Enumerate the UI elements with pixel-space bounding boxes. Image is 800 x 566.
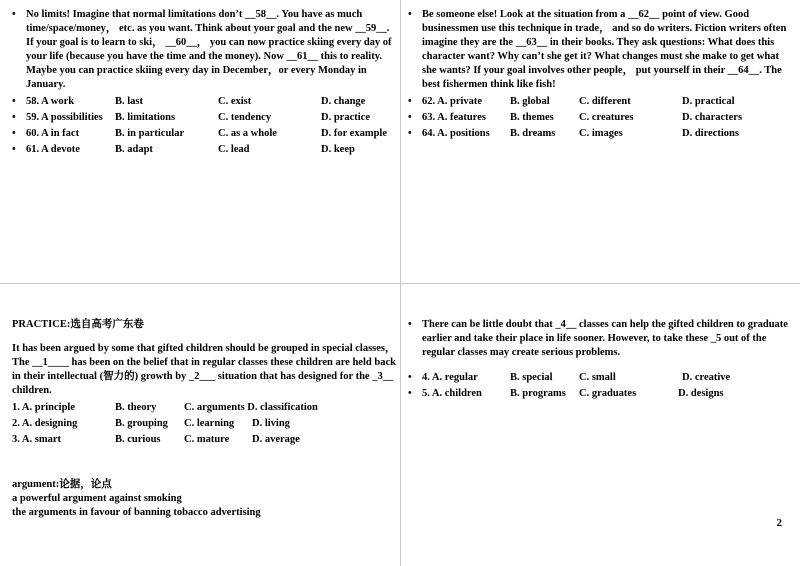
option-c: C. lead [218, 144, 250, 155]
note-line: argument:论据，论点 [12, 479, 112, 490]
option-a: • 4. A. regular [422, 372, 478, 383]
option-a: 3. A. smart [12, 434, 61, 445]
options-1-3 [12, 401, 396, 449]
horizontal-divider [0, 283, 800, 284]
option-row-60 [12, 127, 396, 143]
option-row-62 [408, 95, 792, 111]
option-d: D. average [252, 434, 300, 445]
option-row-4 [408, 371, 792, 387]
option-b: B. curious [115, 434, 161, 445]
option-d: D. practical [682, 96, 735, 107]
option-a: • 59. A possibilities [26, 112, 103, 123]
option-a: • 5. A. children [422, 388, 482, 399]
option-d: D. practice [321, 112, 370, 123]
passage-gifted-children: It has been argued by some that gifted children should be grouped in special classes， The __1____ has been on the belief that in regular classes these children are held back in their intellectual (智力的) growth by _2___ situation that has designed for the _3__ children. [12, 343, 396, 396]
option-b: B. special [510, 372, 553, 383]
option-a: 1. A. principle [12, 402, 76, 413]
passage-be-someone-else: • Be someone else! Look at the situation from a __62__ point of view. Good businessmen use this technique in trade， and so do writers. Fiction writers often imagine they are the __63__ in their books. They ask questions: What does this character want? Why can’t she get it? What changes must she make to get what she wants? If your goal involves other people， put yourself in their __64__. The best fishermen think like fish! [408, 8, 792, 92]
option-d: D. for example [321, 128, 387, 139]
vocabulary-note [12, 478, 261, 520]
panel-top-left [12, 8, 396, 159]
option-a: 2. A. designing [12, 418, 78, 429]
option-row-59 [12, 111, 396, 127]
passage-no-limits: • No limits! Imagine that normal limitations don’t __58__. You have as much time/space/money， etc. as you want. Think about your goal and the new __59__. If your goal is to learn to ski， __60__， you can now practice skiing every day of your life (because you have the time and the money). Now __61__ this to reality. Maybe you can practice skiing every day in December，or every Monday in January. [12, 8, 396, 92]
option-d: D. keep [321, 144, 355, 155]
option-d: D. directions [682, 128, 739, 139]
option-c: C. tendency [218, 112, 272, 123]
panel-bottom-right [408, 318, 792, 403]
option-a: • 58. A work [26, 96, 75, 107]
option-row-3 [12, 433, 396, 449]
option-c: C. images [579, 128, 623, 139]
panel-bottom-left [12, 318, 396, 449]
option-a: • 62. A. private [422, 96, 483, 107]
panel-top-right [408, 8, 792, 143]
option-c: C. small [579, 372, 616, 383]
practice-heading: PRACTICE:选自高考广东卷 [12, 319, 144, 330]
option-d: D. change [321, 96, 366, 107]
note-line: a powerful argument against smoking [12, 493, 182, 504]
option-row-5 [408, 387, 792, 403]
option-d: D. creative [682, 372, 731, 383]
option-b: B. adapt [115, 144, 153, 155]
option-b: B. themes [510, 112, 554, 123]
option-c: C. creatures [579, 112, 634, 123]
option-a: • 60. A in fact [26, 128, 80, 139]
option-d: D. characters [682, 112, 743, 123]
options-62-64 [408, 95, 792, 143]
passage-little-doubt: • There can be little doubt that _4__ classes can help the gifted children to graduate earlier and take their place in life sooner. However, to take these _5 out of the regular classes may create serious problems. [408, 318, 792, 360]
option-b: B. last [115, 96, 144, 107]
option-row-58 [12, 95, 396, 111]
option-row-64 [408, 127, 792, 143]
option-b: B. limitations [115, 112, 176, 123]
option-b: B. global [510, 96, 550, 107]
page-number: 2 [776, 517, 782, 529]
option-b: B. programs [510, 388, 566, 399]
option-b: B. dreams [510, 128, 556, 139]
option-row-2 [12, 417, 396, 433]
option-c: C. learning [184, 418, 235, 429]
note-line: the arguments in favour of banning tobacco advertising [12, 507, 261, 518]
option-a: • 63. A. features [422, 112, 486, 123]
option-c: C. different [579, 96, 631, 107]
option-a: • 61. A devote [26, 144, 80, 155]
option-c: C. as a whole [218, 128, 277, 139]
option-a: • 64. A. positions [422, 128, 490, 139]
option-b: B. theory [115, 402, 157, 413]
option-c: C. graduates [579, 388, 637, 399]
option-c: C. mature [184, 434, 230, 445]
options-58-61 [12, 95, 396, 159]
option-row-61 [12, 143, 396, 159]
option-row-63 [408, 111, 792, 127]
option-c-d: C. arguments D. classification [184, 402, 318, 413]
option-b: B. in particular [115, 128, 185, 139]
option-row-1 [12, 401, 396, 417]
option-c: C. exist [218, 96, 252, 107]
option-d: D. living [252, 418, 290, 429]
option-b: B. grouping [115, 418, 168, 429]
option-d: D. designs [678, 388, 724, 399]
options-4-5 [408, 371, 792, 403]
